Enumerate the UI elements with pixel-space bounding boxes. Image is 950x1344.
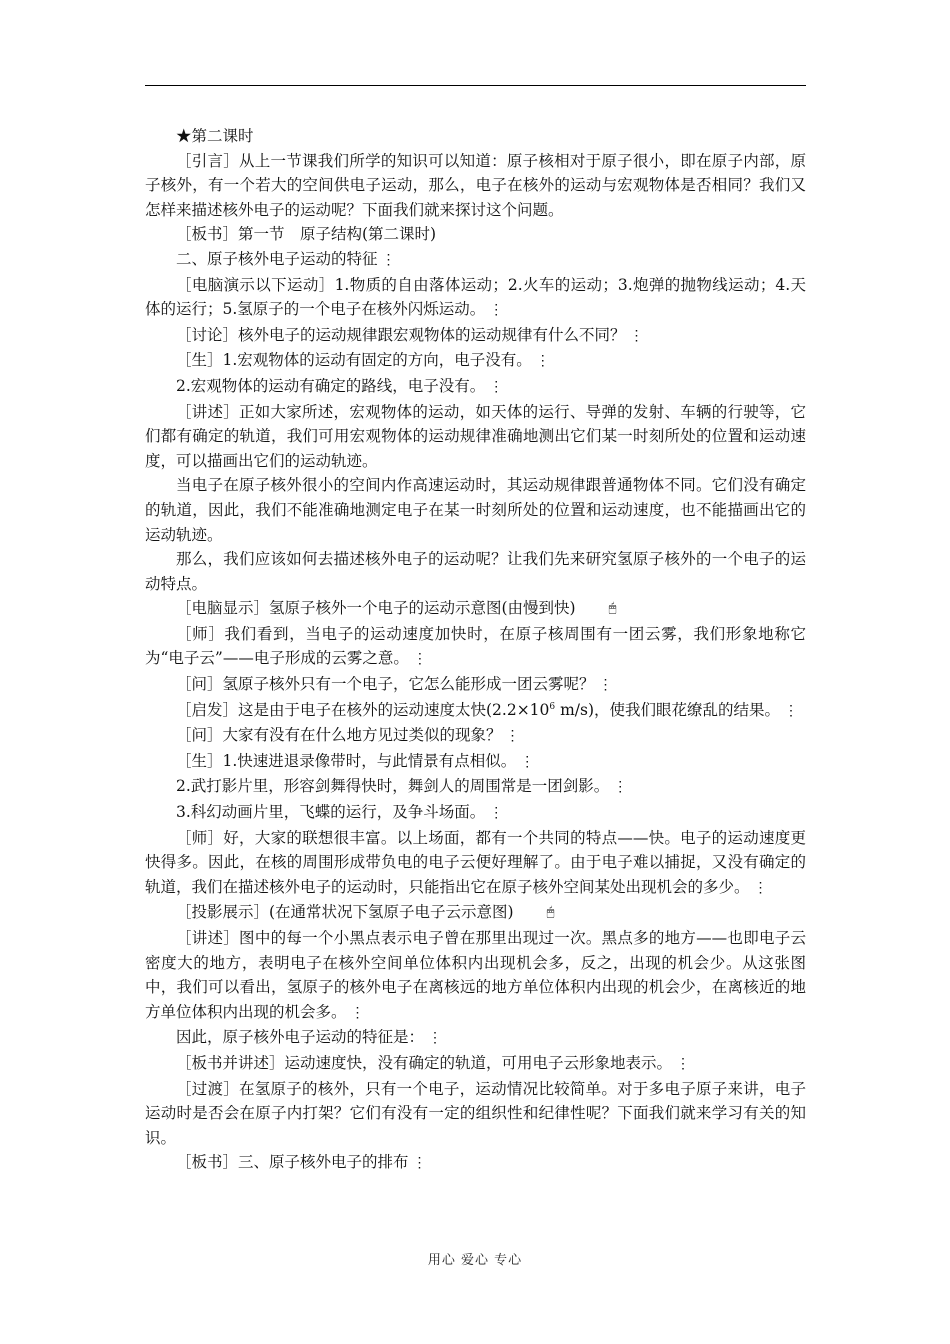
paragraph-question-transition: 那么，我们应该如何去描述核外电子的运动呢？让我们先来研究氢原子核外的一个电子的运动特点。 (145, 550, 806, 593)
ellipsis-mark: ⋮ (350, 1004, 365, 1021)
mouse-icon: 🖱 (546, 905, 555, 921)
ellipsis-mark: ⋮ (613, 779, 628, 796)
ellipsis-mark: ⋮ (598, 677, 613, 694)
paragraph-transition: ［过渡］在氢原子的核外，只有一个电子，运动情况比较简单。对于多电子原子来讲，电子运动时是否会在原子内打架？它们有没有一定的组织性和纪律性呢？下面我们就来学习有关的知识。 (145, 1079, 806, 1147)
ellipsis-mark: ⋮ (753, 879, 768, 896)
paragraph-student-answer-2: 2.武打影片里，形容剑舞得快时，舞剑人的周围常是一团剑影。 ⋮ (176, 777, 628, 796)
ellipsis-mark: ⋮ (505, 728, 520, 745)
paragraph-teacher-1: ［师］我们看到，当电子的运动速度加快时，在原子核周围有一团云雾，我们形象地称它为“电子云”——电子形成的云雾之意。 ⋮ (145, 624, 806, 668)
section-heading-electron-motion: 二、原子核外电子运动的特征 ⋮ (176, 249, 396, 268)
paragraph-student-2: 2.宏观物体的运动有确定的路线，电子没有。 ⋮ (176, 376, 504, 395)
paragraph-question-1: ［问］氢原子核外只有一个电子，它怎么能形成一团云雾呢？ ⋮ (176, 675, 613, 694)
paragraph-teacher-2: ［师］好，大家的联想很丰富。以上场面，都有一个共同的特点——快。电子的运动速度更快得多。因此，在核的周围形成带负电的电子云便好理解了。由于电子难以捕捉，又没有确定的轨道，我们在描述核外电子的运动时，只能指出它在原子核外空间某处出现机会的多少。 ⋮ (145, 828, 806, 896)
ellipsis-mark: ⋮ (784, 702, 799, 719)
paragraph-lecture-2: 当电子在原子核外很小的空间内作高速运动时，其运动规律跟普通物体不同。它们没有确定的轨道，因此，我们不能准确地测定电子在某一时刻所处的位置和运动速度，也不能描画出它的运动轨迹。 (145, 476, 806, 544)
ellipsis-mark: ⋮ (381, 251, 396, 268)
paragraph-inspiration: ［启发］这是由于电子在核外的运动速度太快($2.2\times 10^6$ m/s)，使我们眼花缭乱的结果。 ⋮ (176, 700, 799, 719)
page-footer: 用心 爱心 专心 (427, 1253, 523, 1268)
paragraph-lecture-1: ［讲述］正如大家所述，宏观物体的运动，如天体的运行、导弹的发射、车辆的行驶等，它们都有确定的轨道，我们可用宏观物体的运动规律准确地测出它们某一时刻所处的位置和运动速度，可以描画出它们的运动轨迹。 (145, 402, 806, 470)
ellipsis-mark: ⋮ (412, 651, 427, 668)
mouse-icon: 🖱 (608, 601, 617, 617)
exponent: 6 (549, 701, 556, 712)
ellipsis-mark: ⋮ (489, 302, 504, 319)
paragraph-conclusion: 因此，原子核外电子运动的特征是： ⋮ (176, 1028, 443, 1047)
lesson-heading: ★第二课时 (176, 127, 254, 145)
ellipsis-mark: ⋮ (629, 327, 644, 344)
paragraph-discussion: ［讨论］核外电子的运动规律跟宏观物体的运动规律有什么不同？ ⋮ (176, 325, 644, 344)
paragraph-intro: ［引言］从上一节课我们所学的知识可以知道：原子核相对于原子很小，即在原子内部，原子核外，有一个若大的空间供电子运动，那么，电子在核外的运动与宏观物体是否相同？我们又怎样来描述核外电子的运动呢？下面我们就来探讨这个问题。 (145, 151, 806, 219)
paragraph-question-2: ［问］大家有没有在什么地方见过类似的现象？ ⋮ (176, 726, 520, 745)
ellipsis-mark: ⋮ (428, 1030, 443, 1047)
paragraph-computer-display: ［电脑显示］氢原子核外一个电子的运动示意图(由慢到快) 🖱 (145, 596, 806, 622)
paragraph-projection: ［投影展示］(在通常状况下氢原子电子云示意图) 🖱 (145, 900, 806, 926)
ellipsis-mark: ⋮ (412, 1155, 427, 1172)
paragraph-board-title: ［板书］第一节 原子结构(第二课时) (176, 225, 437, 244)
ellipsis-mark: ⋮ (520, 753, 535, 770)
ellipsis-mark: ⋮ (489, 805, 504, 822)
paragraph-lecture-3: ［讲述］图中的每一个小黑点表示电子曾在那里出现过一次。黑点多的地方——也即电子云密度大的地方，表明电子在核外空间单位体积内出现机会多，反之，出现的机会少。从这张图中，我们可以看出，氢原子的核外电子在离核远的地方单位体积内出现的机会少，在离核近的地方单位体积内出现的机会多。 ⋮ (145, 929, 806, 1021)
paragraph-student-1: ［生］1.宏观物体的运动有固定的方向，电子没有。 ⋮ (176, 351, 550, 370)
ellipsis-mark: ⋮ (535, 353, 550, 370)
paragraph-computer-demo: ［电脑演示以下运动］1.物质的自由落体运动；2.火车的运动；3.炮弹的抛物线运动；4.天体的运行；5.氢原子的一个电子在核外闪烁运动。 ⋮ (145, 275, 806, 319)
paragraph-student-answer-1: ［生］1.快速进退录像带时，与此情景有点相似。 ⋮ (176, 751, 535, 770)
header-rule (145, 85, 806, 86)
document-body (145, 124, 806, 1176)
paragraph-board-lecture: ［板书并讲述］运动速度快，没有确定的轨道，可用电子云形象地表示。 ⋮ (176, 1053, 691, 1072)
ellipsis-mark: ⋮ (489, 378, 504, 395)
paragraph-board-section-3: ［板书］三、原子核外电子的排布 ⋮ (176, 1153, 427, 1172)
paragraph-student-answer-3: 3.科幻动画片里，飞蝶的运行，及争斗场面。 ⋮ (176, 803, 504, 822)
ellipsis-mark: ⋮ (676, 1055, 691, 1072)
